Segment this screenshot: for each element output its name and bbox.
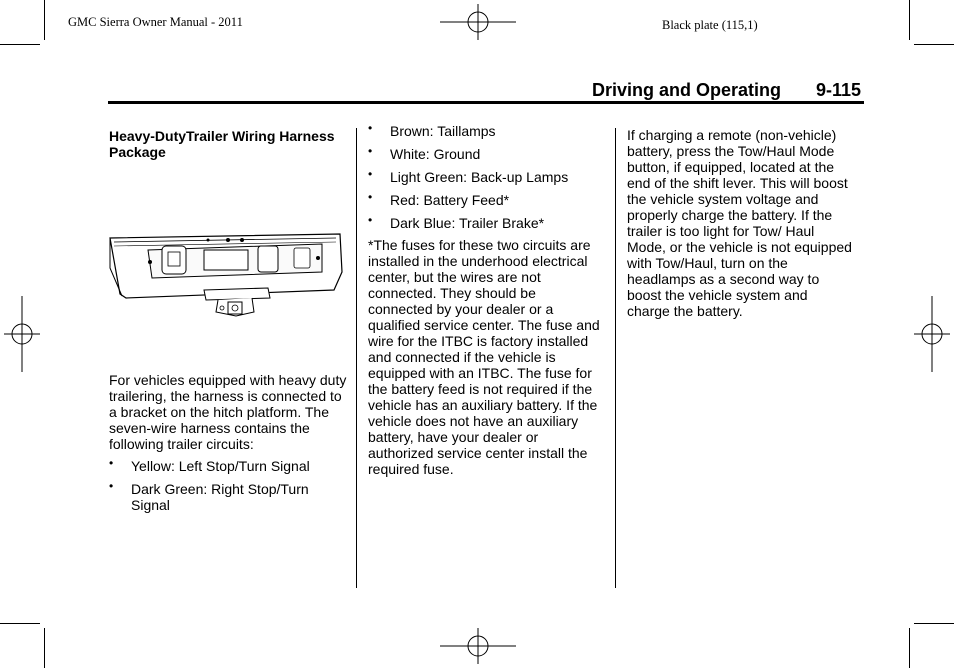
manual-title: GMC Sierra Owner Manual - 2011 — [68, 15, 243, 29]
list-item: • Yellow: Left Stop/Turn Signal — [109, 456, 310, 474]
crop-mark — [44, 628, 45, 668]
crop-mark — [909, 0, 910, 40]
bullet-icon: • — [368, 144, 373, 158]
crop-mark — [914, 623, 954, 624]
header-rule — [108, 101, 864, 104]
bullet-icon: • — [109, 479, 114, 493]
bullet-icon: • — [368, 190, 373, 204]
section-title: Driving and Operating — [592, 80, 782, 100]
bullet-icon: • — [368, 121, 373, 135]
list-item: • Dark Green: Right Stop/Turn Signal — [109, 479, 309, 513]
registration-mark-icon — [4, 296, 40, 372]
registration-mark-icon — [440, 4, 516, 40]
intro-paragraph: For vehicles equipped with heavy duty trailering, the harness is connected to a bracket on the hitch platform. The seven-wire harness contains the following trailer circuits: — [109, 372, 347, 452]
registration-mark-icon — [440, 628, 516, 664]
crop-mark — [44, 0, 45, 40]
crop-mark — [0, 44, 40, 45]
section-heading: Heavy-DutyTrailer Wiring Harness Package — [109, 128, 335, 160]
list-item: • White: Ground — [368, 144, 481, 162]
circuit-list — [109, 458, 349, 520]
crop-mark — [914, 44, 954, 45]
column-divider — [356, 128, 357, 588]
plate-label: Black plate (115,1) — [662, 18, 758, 32]
column-divider — [615, 128, 616, 588]
page-number: 9-115 — [816, 80, 862, 100]
list-item: • Dark Blue: Trailer Brake* — [368, 213, 545, 231]
list-item: • Brown: Taillamps — [368, 121, 496, 139]
charging-paragraph: If charging a remote (non-vehicle) battery, press the Tow/Haul Mode button, if equipped, located at the end of the shift lever. This will boost the vehicle system voltage and properly charge the battery. If the trailer is too light for Tow/ Haul Mode, or the vehicle is not equipped with Tow/Haul, turn on the headlamps as a second way to boost the vehicle system and charge the battery. — [627, 127, 852, 319]
bullet-icon: • — [109, 456, 114, 470]
trailer-harness-illustration — [108, 228, 344, 320]
fuse-note-paragraph: *The fuses for these two circuits are installed in the underhood electrical center, but the wires are not connected. They should be connected by your dealer or a qualified service center. The fuse and wire for the ITBC is factory installed and connected if the vehicle is equipped with an ITBC. The fuse for the battery feed is not required if the vehicle has an auxiliary battery. If the vehicle does not have an auxiliary battery, have your dealer or authorized service center install the required fuse. — [368, 237, 600, 477]
bullet-icon: • — [368, 213, 373, 227]
crop-mark — [909, 628, 910, 668]
registration-mark-icon — [914, 296, 950, 372]
circuit-list-continued — [368, 123, 603, 238]
list-item: • Light Green: Back-up Lamps — [368, 167, 569, 185]
bullet-icon: • — [368, 167, 373, 181]
list-item: • Red: Battery Feed* — [368, 190, 510, 208]
crop-mark — [0, 623, 40, 624]
